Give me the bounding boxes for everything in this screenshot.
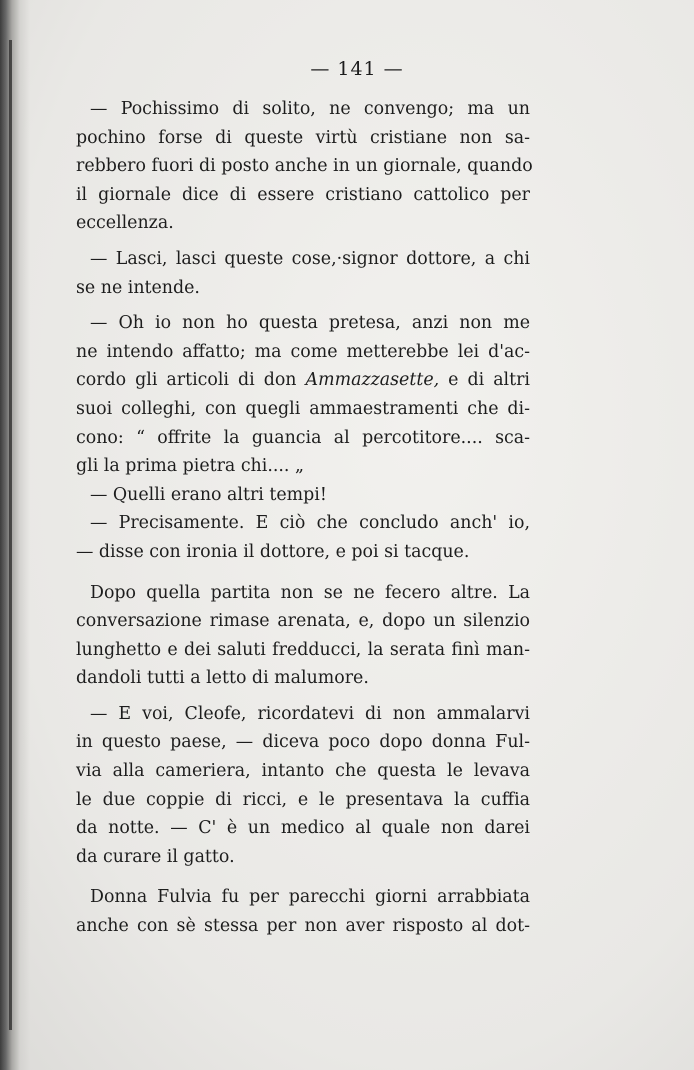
text-line: da curare il gatto. xyxy=(76,846,235,867)
text-line: rebbero fuori di posto anche in un giornale, quando xyxy=(76,156,533,177)
text-line: ne intendo affatto; ma come metterebbe lei d'ac- xyxy=(76,341,530,362)
text-line: — Oh io non ho questa pretesa, anzi non me xyxy=(90,313,530,334)
text-line: — Pochissimo di solito, ne convengo; ma un xyxy=(90,99,530,119)
text-line: anche con sè stessa per non aver risposto al dot- xyxy=(76,916,530,937)
text-line: dandoli tutti a letto di malumore. xyxy=(76,668,369,689)
text-line: in questo paese, — diceva poco dopo donna Ful- xyxy=(76,732,530,753)
text-line: il giornale dice di essere cristiano cattolico per xyxy=(76,184,530,205)
text-line: conversazione rimase arenata, e, dopo un silenzio xyxy=(76,611,530,632)
text-line: da notte. — C' è un medico al quale non darei xyxy=(76,818,530,839)
text-line: — Quelli erano altri tempi! xyxy=(90,484,327,505)
text-line: Dopo quella partita non se ne fecero altre. La xyxy=(90,582,530,603)
text-line: le due coppie di ricci, e le presentava la cuffia xyxy=(76,789,530,810)
text-line: via alla cameriera, intanto che questa le levava xyxy=(76,761,530,782)
text-fragment: cordo gli articoli di don xyxy=(76,370,306,391)
italic-name: Ammazzasette, xyxy=(305,370,440,391)
text-line: — disse con ironia il dottore, e poi si tacque. xyxy=(76,541,470,562)
text-line: suoi colleghi, con quegli ammaestramenti che di- xyxy=(76,398,530,419)
text-line-with-italic xyxy=(76,366,530,395)
text-line: cono: “ offrite la guancia al percotitore.... sca- xyxy=(76,427,530,448)
text-line: lunghetto e dei saluti fredducci, la serata finì man- xyxy=(76,639,530,660)
text-line: Donna Fulvia fu per parecchi giorni arrabbiata xyxy=(90,887,530,908)
text-line: eccellenza. xyxy=(76,213,174,234)
text-line: — Lasci, lasci queste cose,·signor dottore, a chi xyxy=(90,248,530,269)
text-fragment: e di altri xyxy=(439,370,530,391)
text-line: gli la prima pietra chi.... „ xyxy=(76,456,304,477)
page-number: — 141 — xyxy=(310,58,404,80)
page-binding-shadow xyxy=(0,0,30,1070)
text-line: — E voi, Cleofe, ricordatevi di non ammalarvi xyxy=(90,703,530,724)
text-line: se ne intende. xyxy=(76,277,200,298)
page-body xyxy=(76,95,533,941)
binding-edge xyxy=(9,40,12,1030)
text-line: — Precisamente. E ciò che concludo anch' io, xyxy=(90,513,530,534)
text-line: pochino forse di queste virtù cristiane non sa- xyxy=(76,127,530,148)
